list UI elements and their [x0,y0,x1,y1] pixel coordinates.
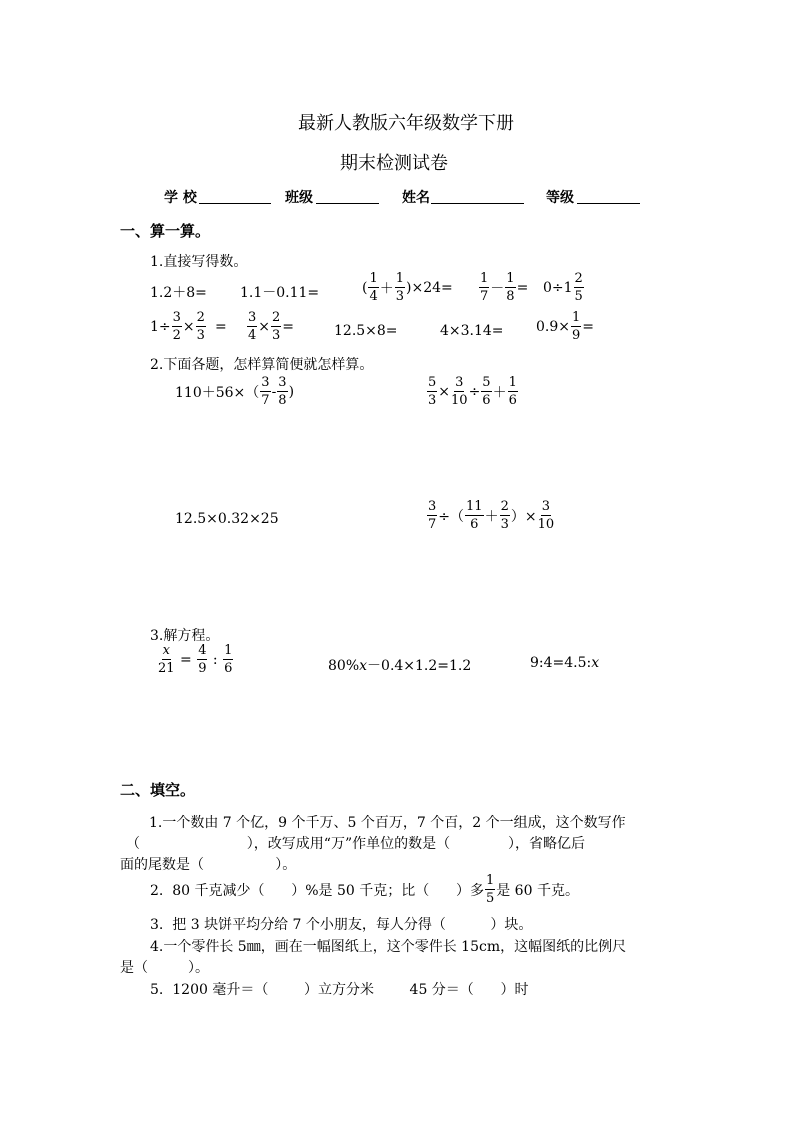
q2-expr-a [175,376,294,407]
grade-field-line [577,189,640,204]
fill-q4-line1: 4.一个零件长 5㎜，画在一幅图纸上，这个零件长 15cm，这幅图纸的比例尺 [150,939,627,955]
r1-expr-a: 1.2＋8= [150,285,207,301]
fraction [197,644,207,675]
fraction [505,272,515,303]
fraction [395,272,405,303]
page-title: 最新人教版六年级数学下册 [298,113,514,134]
q3-expr-c [530,655,599,671]
numerator: x [162,643,170,658]
fill-q1-line1: 1.一个数由 7 个亿，9 个千万、5 个百万，7 个百，2 个一组成，这个数写作 [149,815,626,831]
fraction [465,500,484,531]
school-field-line [199,189,271,204]
denominator: 6 [470,517,479,532]
q3-expr-a [157,644,234,675]
class-field-label: 班级 [285,190,313,206]
denominator: 3 [196,328,205,343]
numerator: 1 [572,310,581,325]
fraction [574,272,584,303]
denominator: 3 [500,517,509,532]
fraction [247,311,257,342]
q2-expr-d [426,500,555,531]
numerator: 1 [480,271,489,286]
q2-expr-b [426,376,519,407]
numerator: 1 [508,375,517,390]
class-field-line [316,189,379,204]
fraction [260,376,270,407]
numerator: 3 [172,310,181,325]
numerator: 4 [198,643,207,658]
equals-sign: = [175,651,197,668]
fraction [571,311,581,342]
numerator: 11 [466,499,483,514]
numerator: 1 [395,271,405,286]
q2-expr-c: 12.5×0.32×25 [175,511,279,527]
fraction [485,874,495,905]
fraction [508,376,518,407]
numerator: 5 [428,375,437,390]
equals-sign: = [516,279,529,296]
r2-expr-d: 4×3.14= [440,323,504,339]
name-field-line [431,189,524,204]
section2-heading: 二、填空。 [120,781,196,799]
fraction [427,376,437,407]
fraction [277,376,287,407]
fill-q5: 5. 1200 毫升＝（ ）立方分米 45 分＝（ ）时 [150,982,529,998]
denominator: 3 [272,328,281,343]
denominator: 3 [428,393,437,408]
r1-expr-c [362,272,453,303]
expr-head: 110＋56×（ [175,384,260,401]
denominator: 10 [537,517,555,532]
fraction [223,644,233,675]
minus-sign: - [271,383,277,400]
r2-expr-c: 12.5×8= [334,323,398,339]
denominator: 6 [482,393,491,408]
fill-q1-line3: 面的尾数是（ ）。 [120,857,297,873]
numerator: 2 [500,499,509,514]
numerator: 3 [428,499,437,514]
expr-head: 0.9× [536,318,570,335]
fraction [427,500,437,531]
close-times: ）× [510,508,537,525]
fill-q3: 3. 把 3 块饼平均分给 7 个小朋友，每人分得（ ）块。 [150,917,533,933]
denominator: 7 [261,393,270,408]
expr-tail: －0.4×1.2=1.2 [367,658,472,674]
fraction [196,311,206,342]
grade-field-label: 等级 [546,190,574,206]
fraction [479,272,489,303]
fraction [538,500,555,531]
numerator: 2 [196,310,205,325]
equals-sign: = [582,318,595,335]
r1-expr-e [543,272,585,303]
expr-tail: )×24= [406,279,453,296]
denominator: 4 [369,289,378,304]
numerator: 2 [272,310,281,325]
times-sign: × [182,318,195,335]
plus-sign: ＋ [484,508,499,525]
r2-expr-b [246,311,294,342]
numerator: 3 [278,375,287,390]
fraction [172,311,182,342]
q1-label: 1.直接写得数。 [150,254,248,270]
denominator: 5 [485,891,495,906]
page-subtitle: 期末检测试卷 [340,153,448,174]
denominator: 7 [428,517,437,532]
fill-q4-line2: 是（ ）。 [120,960,210,976]
paren-close: ) [288,383,295,400]
fill-q2-head: 2. 80 千克减少（ ）%是 50 千克；比（ ）多 [150,882,484,899]
paren-open: ( [362,279,368,296]
expr-head: 80% [328,658,360,674]
expr-head: 9:4=4.5: [530,655,592,671]
fill-q2 [150,874,579,905]
denominator: 8 [506,289,515,304]
r2-expr-a [150,311,227,342]
denominator: 9 [198,661,207,676]
expr-head: 0÷1 [543,279,573,296]
numerator: 5 [482,375,491,390]
denominator: 3 [395,289,405,304]
fill-q2-tail: 是 60 千克。 [496,882,579,899]
fraction [368,272,378,303]
equals-sign: = [282,318,295,335]
denominator: 7 [480,289,489,304]
numerator: 3 [248,310,257,325]
numerator: 1 [506,271,515,286]
section1-heading: 一、算一算。 [120,222,211,240]
school-field-label: 学 校 [164,190,197,206]
numerator: 1 [485,873,495,888]
denominator: 2 [172,328,181,343]
r2-expr-e [536,311,594,342]
fraction [451,376,468,407]
denominator: 5 [574,289,583,304]
divide-sign: ÷ [468,383,481,400]
numerator: 2 [574,271,583,286]
denominator: 21 [158,661,175,676]
variable-x: x [359,658,368,674]
fraction [271,311,281,342]
colon-sign: : [208,651,223,668]
fill-q1-line2: （ ），改写成用“万”作单位的数是（ ），省略亿后 [126,836,585,852]
plus-sign: ＋ [379,280,394,297]
times-sign: × [438,383,451,400]
divide-paren: ÷（ [438,508,465,525]
plus-sign: ＋ [492,384,507,401]
numerator: 3 [261,375,270,390]
fraction [158,644,175,675]
equals-sign: = [214,318,227,335]
q2-label: 2.下面各题，怎样算简便就怎样算。 [150,357,374,373]
expr-head: 1÷ [150,318,171,335]
q3-label: 3.解方程。 [150,628,220,644]
minus-sign: － [490,280,505,297]
variable-x: x [591,655,600,671]
q3-expr-b [328,655,471,675]
denominator: 6 [224,661,233,676]
fraction [481,376,491,407]
name-field-label: 姓名 [402,190,430,206]
denominator: 6 [508,393,517,408]
denominator: 8 [278,393,287,408]
denominator: 9 [572,328,581,343]
times-sign: × [258,318,271,335]
numerator: 1 [224,643,233,658]
r1-expr-d [478,272,528,303]
denominator: 4 [248,328,257,343]
fraction [500,500,510,531]
numerator: 3 [455,375,464,390]
denominator: 10 [451,393,468,408]
numerator: 1 [369,271,378,286]
numerator: 3 [541,499,550,514]
r1-expr-b: 1.1－0.11= [240,285,320,301]
